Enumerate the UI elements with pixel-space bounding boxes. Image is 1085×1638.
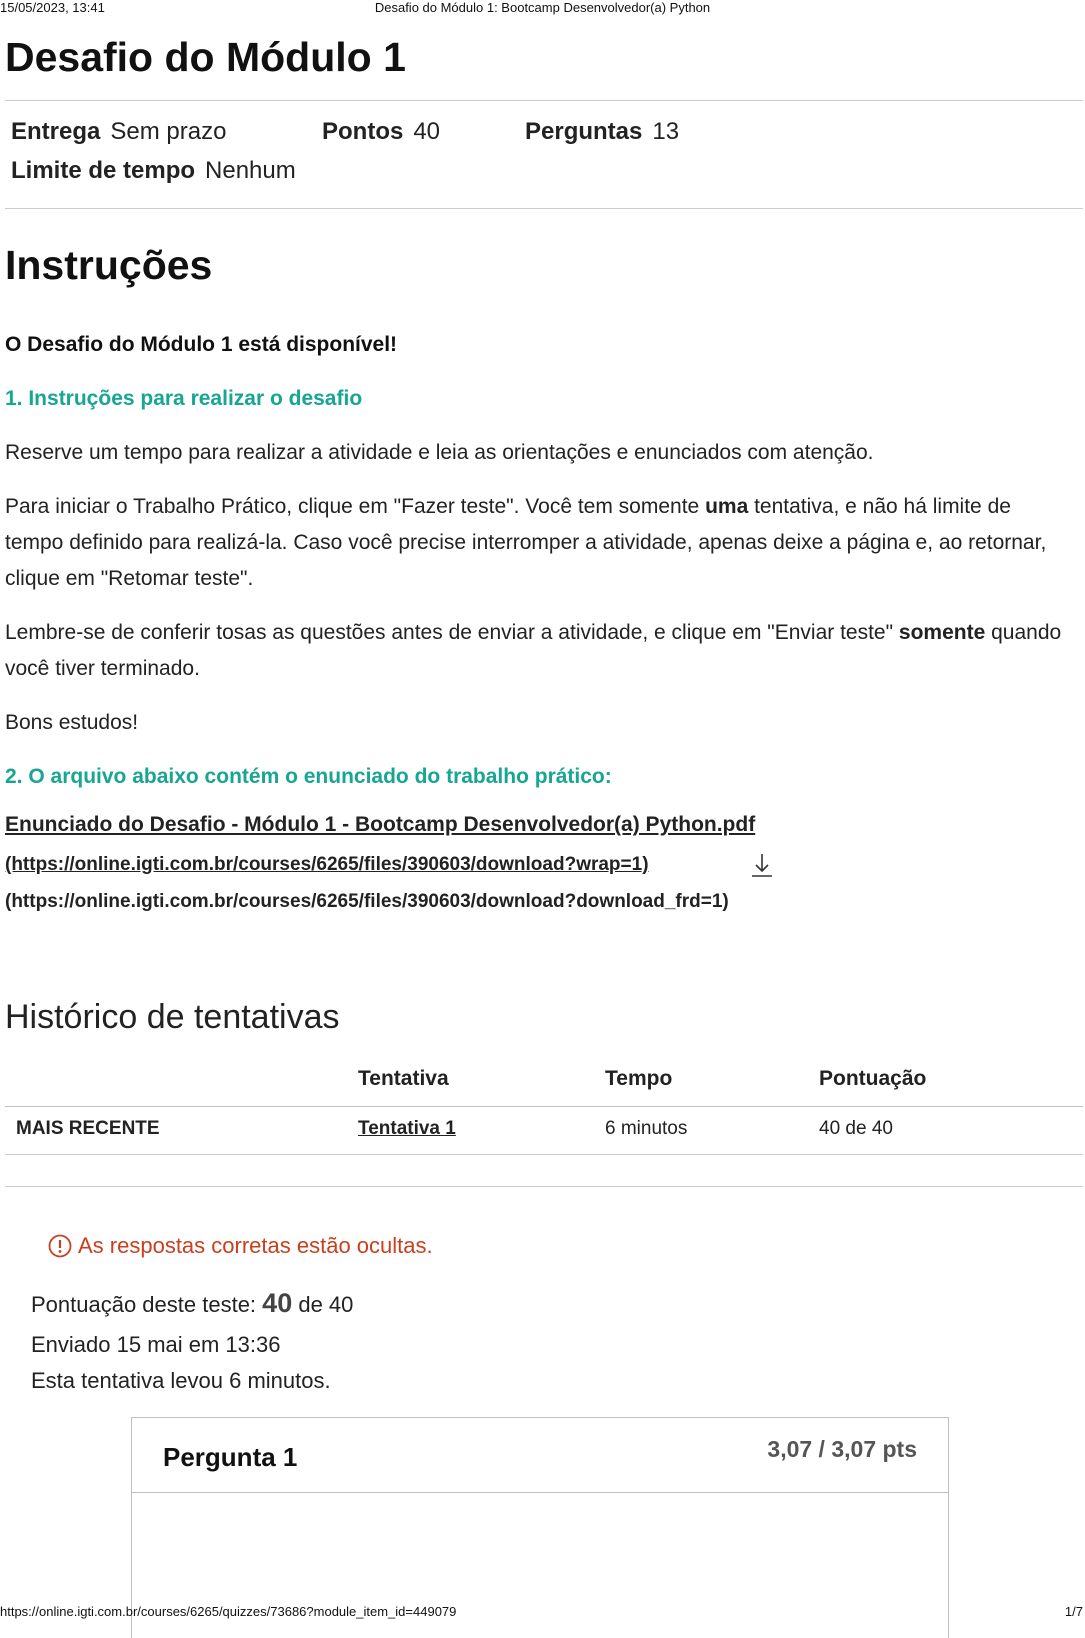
history-col-time: Tempo xyxy=(605,1067,673,1090)
page-title: Desafio do Módulo 1 xyxy=(5,34,406,80)
question-title: Pergunta 1 xyxy=(163,1442,298,1472)
print-header xyxy=(0,0,1085,18)
meta-points-label: Pontos xyxy=(322,118,404,145)
meta-points-value: 40 xyxy=(413,118,441,145)
meta-time-limit-value: Nenhum xyxy=(205,157,296,184)
quiz-score: Pontuação deste teste: 40 de 40 xyxy=(31,1288,354,1318)
meta-questions xyxy=(525,118,679,146)
score-value: 40 xyxy=(262,1288,293,1318)
meta-time-limit-label: Limite de tempo xyxy=(11,157,196,184)
print-footer xyxy=(0,1604,1085,1622)
warning-text: As respostas corretas estão ocultas. xyxy=(78,1233,433,1258)
history-heading: Histórico de tentativas xyxy=(5,998,340,1036)
meta-questions-value: 13 xyxy=(652,118,680,145)
table-header-divider xyxy=(5,1106,1083,1107)
print-footer-url: https://online.igti.com.br/courses/6265/quizzes/73686?module_item_id=449079 xyxy=(0,1604,457,1619)
history-row-label: MAIS RECENTE xyxy=(16,1118,160,1139)
instructions-para1: Reserve um tempo para realizar a atividade e leia as orientações e enunciados com atenção. xyxy=(5,441,874,464)
instructions-para2: Para iniciar o Trabalho Prático, clique em "Fazer teste". Você tem somente uma tentativa, e não há limite de tempo definido para realizá-la. Caso você precise interromper a atividade, apenas deixe a página e, ao retornar, clique em "Retomar teste". xyxy=(5,495,1047,590)
meta-due-value: Sem prazo xyxy=(110,118,227,145)
history-row-score: 40 de 40 xyxy=(819,1118,893,1139)
table-row-divider xyxy=(5,1154,1083,1155)
divider xyxy=(5,208,1083,209)
divider xyxy=(5,100,1083,101)
instructions-para3: Lembre-se de conferir tosas as questões antes de enviar a atividade, e clique em "Enviar teste" somente quando você tiver terminado. xyxy=(5,621,1062,680)
print-document-title: Desafio do Módulo 1: Bootcamp Desenvolvedor(a) Python xyxy=(374,0,711,15)
print-page-number: 1/7 xyxy=(1064,1604,1083,1619)
file-link[interactable]: Enunciado do Desafio - Módulo 1 - Bootcamp Desenvolvedor(a) Python.pdf xyxy=(5,813,756,836)
history-col-score: Pontuação xyxy=(819,1067,927,1090)
meta-due xyxy=(11,118,226,146)
instructions-para4: Bons estudos! xyxy=(5,711,139,734)
meta-questions-label: Perguntas xyxy=(525,118,643,145)
section2-title: 2. O arquivo abaixo contém o enunciado do trabalho prático: xyxy=(5,765,612,788)
question-points: 3,07 / 3,07 pts xyxy=(767,1436,917,1462)
hidden-answers-warning xyxy=(48,1233,433,1259)
print-datetime: 15/05/2023, 13:41 xyxy=(0,0,105,15)
meta-due-label: Entrega xyxy=(11,118,101,145)
question-header xyxy=(132,1418,948,1493)
history-row-attempt-link[interactable]: Tentativa 1 xyxy=(358,1118,456,1139)
meta-time-limit xyxy=(11,157,296,185)
history-col-attempt: Tentativa xyxy=(358,1067,449,1090)
attempt-duration: Esta tentativa levou 6 minutos. xyxy=(31,1368,331,1393)
meta-points xyxy=(322,118,440,146)
download-url-link[interactable]: (https://online.igti.com.br/courses/6265/files/390603/download?download_frd=1) xyxy=(5,891,729,912)
instructions-intro: O Desafio do Módulo 1 está disponível! xyxy=(5,333,398,356)
divider xyxy=(5,1186,1083,1187)
instructions-heading: Instruções xyxy=(5,242,213,288)
history-row-time: 6 minutos xyxy=(605,1118,688,1139)
warning-icon xyxy=(48,1234,72,1258)
submitted-time: Enviado 15 mai em 13:36 xyxy=(31,1332,281,1357)
download-icon[interactable] xyxy=(750,851,774,879)
section1-title: 1. Instruções para realizar o desafio xyxy=(5,387,363,410)
file-url-link[interactable]: (https://online.igti.com.br/courses/6265/files/390603/download?wrap=1) xyxy=(5,854,649,875)
